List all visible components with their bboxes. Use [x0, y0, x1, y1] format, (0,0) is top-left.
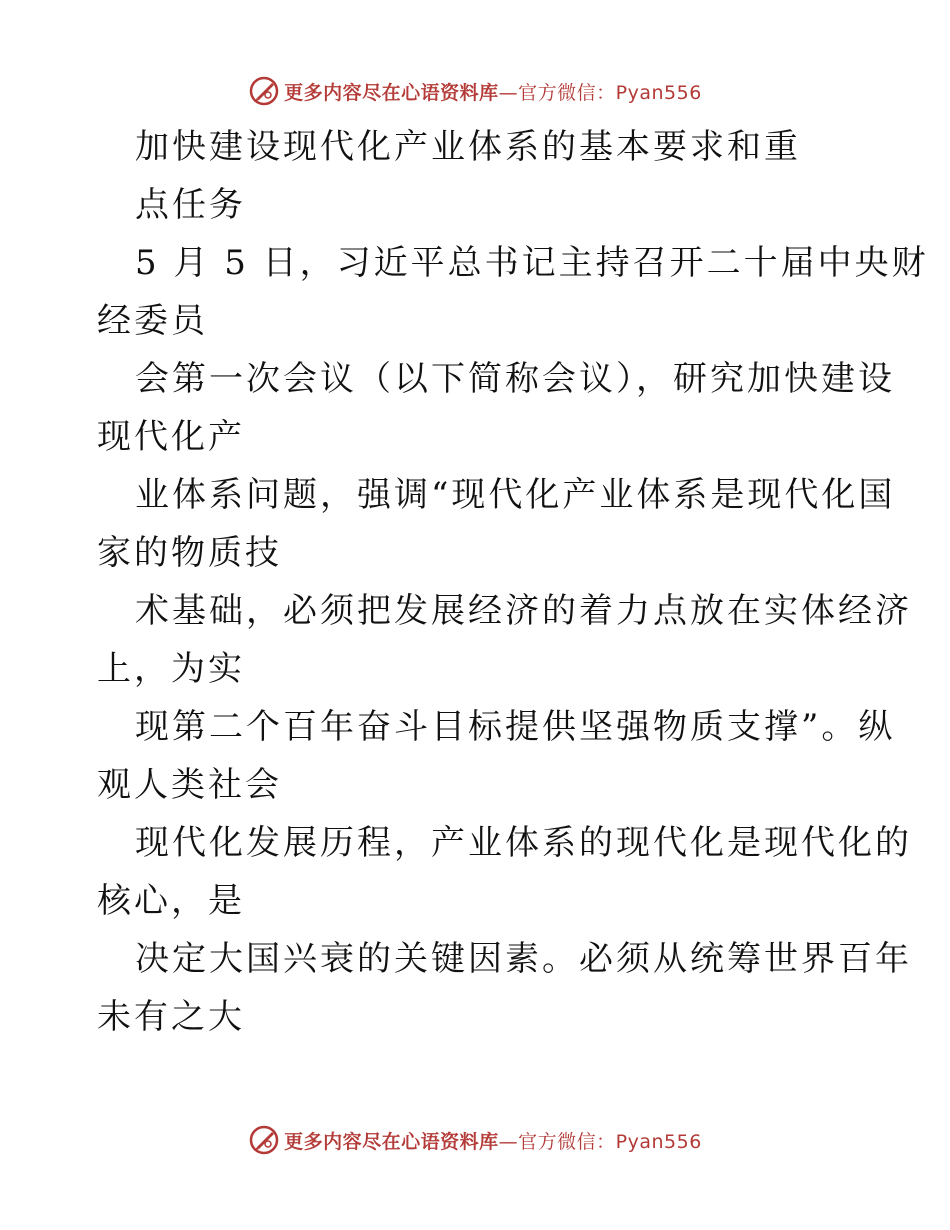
doc-paragraph-line: 现代化产 [97, 417, 245, 457]
doc-paragraph-line: 现代化发展历程，产业体系的现代化是现代化的 [135, 823, 912, 863]
doc-paragraph-line: 核心，是 [97, 881, 245, 921]
doc-paragraph-line: 业体系问题，强调“现代化产业体系是现代化国 [135, 475, 896, 515]
quill-pen-logo-icon [248, 75, 280, 107]
doc-title-line-1: 加快建设现代化产业体系的基本要求和重 [135, 127, 801, 167]
doc-paragraph-line: 观人类社会 [97, 765, 282, 805]
doc-paragraph-line: 决定大国兴衰的关键因素。必须从统筹世界百年 [135, 939, 912, 979]
doc-paragraph-line: 会第一次会议（以下简称会议），研究加快建设 [135, 359, 895, 399]
doc-paragraph-line: 经委员 [97, 301, 208, 341]
doc-paragraph-line: 上，为实 [97, 649, 245, 689]
header-banner-wechat: 官方微信：Pyan556 [518, 81, 702, 104]
header-banner [0, 71, 950, 111]
document-body [97, 118, 929, 1046]
doc-paragraph-line: 现第二个百年奋斗目标提供坚强物质支撑”。纵 [135, 707, 896, 747]
footer-banner-title: 更多内容尽在心语资料库 [284, 1130, 499, 1153]
quill-pen-logo-icon [248, 1124, 280, 1156]
doc-title-line-2: 点任务 [135, 185, 246, 225]
header-banner-text [284, 78, 702, 105]
header-banner-title: 更多内容尽在心语资料库 [284, 81, 499, 104]
footer-banner-separator: — [498, 1130, 519, 1153]
doc-paragraph-line: 术基础，必须把发展经济的着力点放在实体经济 [135, 591, 912, 631]
footer-banner [0, 1120, 950, 1160]
doc-paragraph-line: 未有之大 [97, 997, 245, 1037]
header-banner-separator: — [498, 81, 519, 104]
footer-banner-text [284, 1127, 702, 1154]
doc-paragraph-line: 家的物质技 [97, 533, 282, 573]
doc-paragraph-line: 5 月 5 日，习近平总书记主持召开二十届中央财 [135, 243, 929, 283]
footer-banner-wechat: 官方微信：Pyan556 [518, 1130, 702, 1153]
